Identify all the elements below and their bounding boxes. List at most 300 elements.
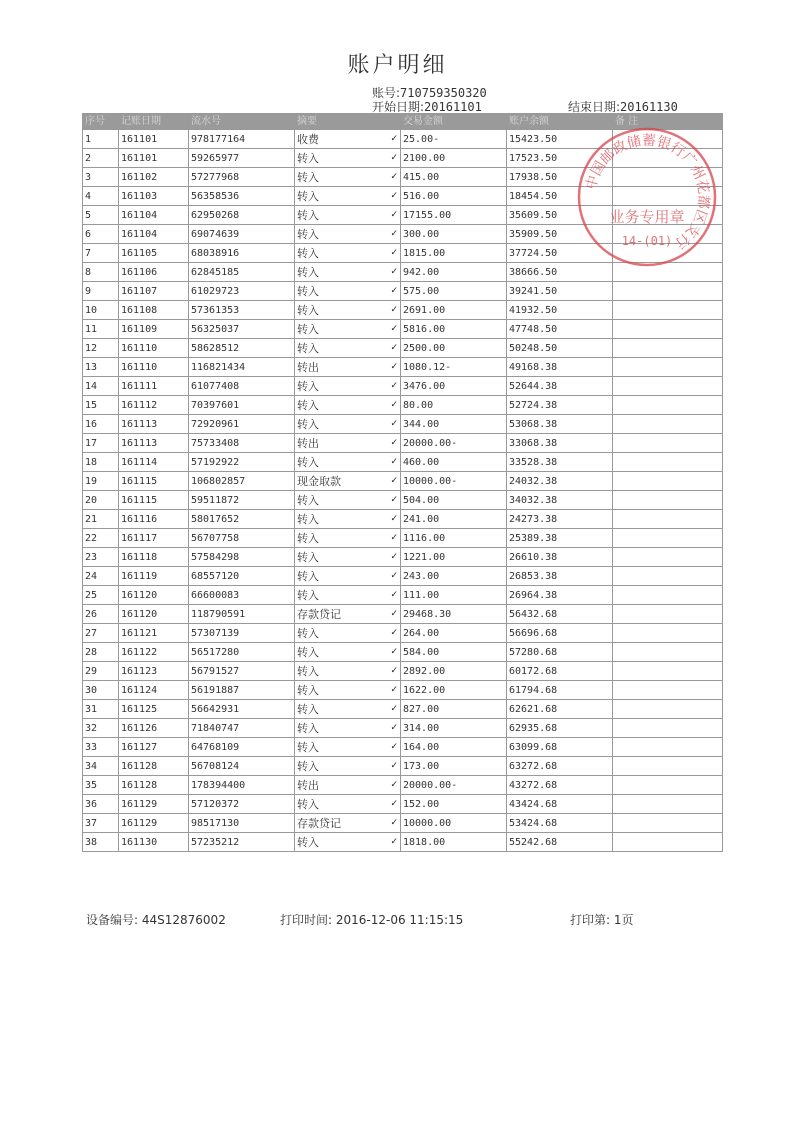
amount-cell: 264.00 xyxy=(401,624,507,643)
serial-number-cell: 68557120 xyxy=(189,567,295,586)
amount-cell: 17155.00 xyxy=(401,206,507,225)
account-label: 账号: xyxy=(372,86,401,100)
amount-cell: 243.00 xyxy=(401,567,507,586)
serial-number-cell: 69074639 xyxy=(189,225,295,244)
balance-cell: 41932.50 xyxy=(507,301,613,320)
row-index-cell: 10 xyxy=(83,301,119,320)
checkmark-icon: ✓ xyxy=(390,399,398,410)
remark-cell xyxy=(613,149,723,168)
summary-text: 转入 xyxy=(297,645,319,659)
summary-cell xyxy=(295,320,401,339)
table-row xyxy=(83,776,723,795)
summary-text: 转入 xyxy=(297,702,319,716)
checkmark-icon: ✓ xyxy=(390,570,398,581)
checkmark-icon: ✓ xyxy=(390,190,398,201)
remark-cell xyxy=(613,700,723,719)
posting-date-cell: 161104 xyxy=(119,225,189,244)
checkmark-icon: ✓ xyxy=(390,418,398,429)
balance-cell: 43424.68 xyxy=(507,795,613,814)
row-index-cell: 20 xyxy=(83,491,119,510)
remark-cell xyxy=(613,624,723,643)
balance-cell: 34032.38 xyxy=(507,491,613,510)
serial-number-cell: 98517130 xyxy=(189,814,295,833)
table-row xyxy=(83,453,723,472)
table-row xyxy=(83,263,723,282)
table-row xyxy=(83,567,723,586)
row-index-cell: 34 xyxy=(83,757,119,776)
posting-date-cell: 161111 xyxy=(119,377,189,396)
serial-number-cell: 57277968 xyxy=(189,168,295,187)
amount-cell: 5816.00 xyxy=(401,320,507,339)
summary-cell xyxy=(295,757,401,776)
posting-date-cell: 161115 xyxy=(119,472,189,491)
summary-cell xyxy=(295,719,401,738)
table-row xyxy=(83,472,723,491)
posting-date-cell: 161118 xyxy=(119,548,189,567)
remark-cell xyxy=(613,491,723,510)
serial-number-cell: 56707758 xyxy=(189,529,295,548)
serial-number-cell: 59265977 xyxy=(189,149,295,168)
serial-number-cell: 57361353 xyxy=(189,301,295,320)
balance-cell: 62935.68 xyxy=(507,719,613,738)
balance-cell: 35609.50 xyxy=(507,206,613,225)
column-header: 交易金额 xyxy=(401,114,507,130)
posting-date-cell: 161120 xyxy=(119,605,189,624)
serial-number-cell: 56791527 xyxy=(189,662,295,681)
summary-cell xyxy=(295,130,401,149)
summary-cell xyxy=(295,776,401,795)
checkmark-icon: ✓ xyxy=(390,760,398,771)
table-row xyxy=(83,510,723,529)
serial-number-cell: 58017652 xyxy=(189,510,295,529)
summary-text: 转入 xyxy=(297,227,319,241)
row-index-cell: 32 xyxy=(83,719,119,738)
row-index-cell: 27 xyxy=(83,624,119,643)
summary-cell xyxy=(295,529,401,548)
checkmark-icon: ✓ xyxy=(390,342,398,353)
table-row xyxy=(83,225,723,244)
summary-text: 转入 xyxy=(297,455,319,469)
summary-cell xyxy=(295,149,401,168)
serial-number-cell: 61029723 xyxy=(189,282,295,301)
summary-text: 转入 xyxy=(297,759,319,773)
posting-date-cell: 161123 xyxy=(119,662,189,681)
remark-cell xyxy=(613,681,723,700)
checkmark-icon: ✓ xyxy=(390,817,398,828)
row-index-cell: 29 xyxy=(83,662,119,681)
remark-cell xyxy=(613,225,723,244)
print-time: 打印时间: 2016-12-06 11:15:15 xyxy=(280,913,464,927)
posting-date-cell: 161121 xyxy=(119,624,189,643)
remark-cell xyxy=(613,472,723,491)
posting-date-cell: 161109 xyxy=(119,320,189,339)
row-index-cell: 26 xyxy=(83,605,119,624)
posting-date-cell: 161116 xyxy=(119,510,189,529)
summary-cell xyxy=(295,738,401,757)
checkmark-icon: ✓ xyxy=(390,722,398,733)
amount-cell: 2500.00 xyxy=(401,339,507,358)
table-row xyxy=(83,795,723,814)
posting-date-cell: 161113 xyxy=(119,434,189,453)
remark-cell xyxy=(613,320,723,339)
posting-date-cell: 161129 xyxy=(119,814,189,833)
row-index-cell: 6 xyxy=(83,225,119,244)
serial-number-cell: 61077408 xyxy=(189,377,295,396)
summary-text: 转入 xyxy=(297,569,319,583)
checkmark-icon: ✓ xyxy=(390,361,398,372)
row-index-cell: 25 xyxy=(83,586,119,605)
amount-cell: 152.00 xyxy=(401,795,507,814)
summary-text: 转入 xyxy=(297,550,319,564)
amount-cell: 20000.00- xyxy=(401,434,507,453)
posting-date-cell: 161105 xyxy=(119,244,189,263)
table-row xyxy=(83,529,723,548)
remark-cell xyxy=(613,187,723,206)
amount-cell: 29468.30 xyxy=(401,605,507,624)
posting-date-cell: 161126 xyxy=(119,719,189,738)
summary-cell xyxy=(295,225,401,244)
checkmark-icon: ✓ xyxy=(390,323,398,334)
remark-cell xyxy=(613,130,723,149)
amount-cell: 10000.00- xyxy=(401,472,507,491)
amount-cell: 1221.00 xyxy=(401,548,507,567)
summary-cell xyxy=(295,396,401,415)
row-index-cell: 17 xyxy=(83,434,119,453)
row-index-cell: 12 xyxy=(83,339,119,358)
remark-cell xyxy=(613,738,723,757)
remark-cell xyxy=(613,358,723,377)
serial-number-cell: 57192922 xyxy=(189,453,295,472)
amount-cell: 344.00 xyxy=(401,415,507,434)
table-row xyxy=(83,415,723,434)
checkmark-icon: ✓ xyxy=(390,304,398,315)
remark-cell xyxy=(613,548,723,567)
posting-date-cell: 161102 xyxy=(119,168,189,187)
summary-cell xyxy=(295,700,401,719)
balance-cell: 33528.38 xyxy=(507,453,613,472)
table-row xyxy=(83,206,723,225)
balance-cell: 63099.68 xyxy=(507,738,613,757)
summary-text: 现金取款 xyxy=(297,474,341,488)
amount-cell: 300.00 xyxy=(401,225,507,244)
posting-date-cell: 161110 xyxy=(119,339,189,358)
summary-text: 转入 xyxy=(297,379,319,393)
remark-cell xyxy=(613,757,723,776)
summary-cell xyxy=(295,472,401,491)
balance-cell: 61794.68 xyxy=(507,681,613,700)
table-header-row xyxy=(83,114,723,130)
summary-text: 存款贷记 xyxy=(297,816,341,830)
amount-cell: 827.00 xyxy=(401,700,507,719)
row-index-cell: 31 xyxy=(83,700,119,719)
summary-cell xyxy=(295,586,401,605)
amount-cell: 80.00 xyxy=(401,396,507,415)
balance-cell: 52724.38 xyxy=(507,396,613,415)
summary-text: 转入 xyxy=(297,797,319,811)
seal-ring-text: 中国邮政储蓄银行广州花都区支行 xyxy=(583,132,712,252)
posting-date-cell: 161115 xyxy=(119,491,189,510)
balance-cell: 55242.68 xyxy=(507,833,613,852)
balance-cell: 62621.68 xyxy=(507,700,613,719)
summary-cell xyxy=(295,339,401,358)
row-index-cell: 21 xyxy=(83,510,119,529)
checkmark-icon: ✓ xyxy=(390,380,398,391)
remark-cell xyxy=(613,301,723,320)
summary-text: 转入 xyxy=(297,246,319,260)
serial-number-cell: 64768109 xyxy=(189,738,295,757)
posting-date-cell: 161128 xyxy=(119,776,189,795)
posting-date-cell: 161103 xyxy=(119,187,189,206)
checkmark-icon: ✓ xyxy=(390,589,398,600)
summary-text: 转出 xyxy=(297,360,319,374)
balance-cell: 26610.38 xyxy=(507,548,613,567)
posting-date-cell: 161112 xyxy=(119,396,189,415)
summary-cell xyxy=(295,453,401,472)
amount-cell: 164.00 xyxy=(401,738,507,757)
balance-cell: 60172.68 xyxy=(507,662,613,681)
posting-date-cell: 161101 xyxy=(119,149,189,168)
table-row xyxy=(83,491,723,510)
seal-center-text: 业务专用章 xyxy=(609,208,685,226)
summary-text: 转入 xyxy=(297,151,319,165)
remark-cell xyxy=(613,510,723,529)
table-row xyxy=(83,187,723,206)
summary-text: 转入 xyxy=(297,417,319,431)
posting-date-cell: 161122 xyxy=(119,643,189,662)
table-row xyxy=(83,320,723,339)
summary-cell xyxy=(295,415,401,434)
balance-cell: 56696.68 xyxy=(507,624,613,643)
serial-number-cell: 56191887 xyxy=(189,681,295,700)
remark-cell xyxy=(613,662,723,681)
row-index-cell: 3 xyxy=(83,168,119,187)
account-number: 710759350320 xyxy=(400,86,487,100)
serial-number-cell: 59511872 xyxy=(189,491,295,510)
posting-date-cell: 161127 xyxy=(119,738,189,757)
posting-date-cell: 161128 xyxy=(119,757,189,776)
balance-cell: 26853.38 xyxy=(507,567,613,586)
serial-number-cell: 72920961 xyxy=(189,415,295,434)
posting-date-cell: 161124 xyxy=(119,681,189,700)
serial-number-cell: 56708124 xyxy=(189,757,295,776)
checkmark-icon: ✓ xyxy=(390,627,398,638)
table-row xyxy=(83,833,723,852)
remark-cell xyxy=(613,168,723,187)
table-row xyxy=(83,301,723,320)
checkmark-icon: ✓ xyxy=(390,285,398,296)
table-row xyxy=(83,605,723,624)
amount-cell: 173.00 xyxy=(401,757,507,776)
row-index-cell: 36 xyxy=(83,795,119,814)
table-row xyxy=(83,738,723,757)
row-index-cell: 23 xyxy=(83,548,119,567)
summary-text: 转入 xyxy=(297,493,319,507)
checkmark-icon: ✓ xyxy=(390,798,398,809)
row-index-cell: 38 xyxy=(83,833,119,852)
checkmark-icon: ✓ xyxy=(390,456,398,467)
posting-date-cell: 161130 xyxy=(119,833,189,852)
summary-cell xyxy=(295,168,401,187)
summary-cell xyxy=(295,814,401,833)
checkmark-icon: ✓ xyxy=(390,494,398,505)
summary-cell xyxy=(295,795,401,814)
posting-date-cell: 161106 xyxy=(119,263,189,282)
transaction-table xyxy=(82,113,723,852)
row-index-cell: 16 xyxy=(83,415,119,434)
device-number: 设备编号: 44S12876002 xyxy=(86,913,226,927)
serial-number-cell: 70397601 xyxy=(189,396,295,415)
summary-cell xyxy=(295,491,401,510)
column-header: 序号 xyxy=(83,114,119,130)
summary-text: 转入 xyxy=(297,341,319,355)
row-index-cell: 37 xyxy=(83,814,119,833)
summary-text: 转入 xyxy=(297,664,319,678)
amount-cell: 504.00 xyxy=(401,491,507,510)
checkmark-icon: ✓ xyxy=(390,836,398,847)
remark-cell xyxy=(613,719,723,738)
amount-cell: 1818.00 xyxy=(401,833,507,852)
table-row xyxy=(83,149,723,168)
remark-cell xyxy=(613,396,723,415)
posting-date-cell: 161110 xyxy=(119,358,189,377)
serial-number-cell: 71840747 xyxy=(189,719,295,738)
summary-text: 转入 xyxy=(297,531,319,545)
amount-cell: 20000.00- xyxy=(401,776,507,795)
amount-cell: 1116.00 xyxy=(401,529,507,548)
balance-cell: 43272.68 xyxy=(507,776,613,795)
checkmark-icon: ✓ xyxy=(390,209,398,220)
remark-cell xyxy=(613,206,723,225)
checkmark-icon: ✓ xyxy=(390,665,398,676)
summary-cell xyxy=(295,833,401,852)
table-row xyxy=(83,681,723,700)
checkmark-icon: ✓ xyxy=(390,228,398,239)
summary-text: 转入 xyxy=(297,626,319,640)
remark-cell xyxy=(613,244,723,263)
amount-cell: 10000.00 xyxy=(401,814,507,833)
balance-cell: 18454.50 xyxy=(507,187,613,206)
remark-cell xyxy=(613,795,723,814)
amount-cell: 25.00- xyxy=(401,130,507,149)
amount-cell: 241.00 xyxy=(401,510,507,529)
posting-date-cell: 161119 xyxy=(119,567,189,586)
balance-cell: 26964.38 xyxy=(507,586,613,605)
balance-cell: 50248.50 xyxy=(507,339,613,358)
table-row xyxy=(83,377,723,396)
column-header: 摘要 xyxy=(295,114,401,130)
posting-date-cell: 161108 xyxy=(119,301,189,320)
summary-cell xyxy=(295,263,401,282)
summary-text: 转出 xyxy=(297,778,319,792)
table-row xyxy=(83,282,723,301)
table-row xyxy=(83,624,723,643)
serial-number-cell: 62845185 xyxy=(189,263,295,282)
remark-cell xyxy=(613,339,723,358)
posting-date-cell: 161129 xyxy=(119,795,189,814)
row-index-cell: 1 xyxy=(83,130,119,149)
balance-cell: 47748.50 xyxy=(507,320,613,339)
posting-date-cell: 161101 xyxy=(119,130,189,149)
serial-number-cell: 66600083 xyxy=(189,586,295,605)
serial-number-cell: 56325037 xyxy=(189,320,295,339)
serial-number-cell: 178394400 xyxy=(189,776,295,795)
row-index-cell: 5 xyxy=(83,206,119,225)
remark-cell xyxy=(613,453,723,472)
serial-number-cell: 978177164 xyxy=(189,130,295,149)
posting-date-cell: 161117 xyxy=(119,529,189,548)
remark-cell xyxy=(613,377,723,396)
remark-cell xyxy=(613,833,723,852)
balance-cell: 33068.38 xyxy=(507,434,613,453)
checkmark-icon: ✓ xyxy=(390,513,398,524)
seal-bottom-text: 14-(01) xyxy=(621,234,673,248)
summary-text: 转入 xyxy=(297,284,319,298)
table-row xyxy=(83,339,723,358)
summary-cell xyxy=(295,548,401,567)
checkmark-icon: ✓ xyxy=(390,684,398,695)
amount-cell: 575.00 xyxy=(401,282,507,301)
summary-text: 存款贷记 xyxy=(297,607,341,621)
summary-cell xyxy=(295,187,401,206)
amount-cell: 1622.00 xyxy=(401,681,507,700)
amount-cell: 584.00 xyxy=(401,643,507,662)
summary-cell xyxy=(295,244,401,263)
checkmark-icon: ✓ xyxy=(390,171,398,182)
summary-text: 转入 xyxy=(297,303,319,317)
column-header: 流水号 xyxy=(189,114,295,130)
summary-text: 转入 xyxy=(297,721,319,735)
table-row xyxy=(83,548,723,567)
summary-text: 转入 xyxy=(297,588,319,602)
summary-cell xyxy=(295,510,401,529)
summary-cell xyxy=(295,567,401,586)
balance-cell: 53068.38 xyxy=(507,415,613,434)
table-row xyxy=(83,586,723,605)
remark-cell xyxy=(613,415,723,434)
remark-cell xyxy=(613,605,723,624)
row-index-cell: 13 xyxy=(83,358,119,377)
serial-number-cell: 56642931 xyxy=(189,700,295,719)
column-header: 账户余额 xyxy=(507,114,613,130)
balance-cell: 24273.38 xyxy=(507,510,613,529)
balance-cell: 49168.38 xyxy=(507,358,613,377)
summary-cell xyxy=(295,662,401,681)
serial-number-cell: 57235212 xyxy=(189,833,295,852)
column-header: 备 注 xyxy=(613,114,723,130)
posting-date-cell: 161113 xyxy=(119,415,189,434)
summary-cell xyxy=(295,624,401,643)
summary-text: 转出 xyxy=(297,436,319,450)
table-row xyxy=(83,130,723,149)
posting-date-cell: 161104 xyxy=(119,206,189,225)
remark-cell xyxy=(613,586,723,605)
table-row xyxy=(83,700,723,719)
serial-number-cell: 68038916 xyxy=(189,244,295,263)
checkmark-icon: ✓ xyxy=(390,532,398,543)
amount-cell: 314.00 xyxy=(401,719,507,738)
amount-cell: 516.00 xyxy=(401,187,507,206)
summary-cell xyxy=(295,377,401,396)
summary-text: 转入 xyxy=(297,740,319,754)
remark-cell xyxy=(613,567,723,586)
row-index-cell: 35 xyxy=(83,776,119,795)
table-row xyxy=(83,643,723,662)
remark-cell xyxy=(613,529,723,548)
remark-cell xyxy=(613,282,723,301)
balance-cell: 17938.50 xyxy=(507,168,613,187)
balance-cell: 57280.68 xyxy=(507,643,613,662)
checkmark-icon: ✓ xyxy=(390,608,398,619)
